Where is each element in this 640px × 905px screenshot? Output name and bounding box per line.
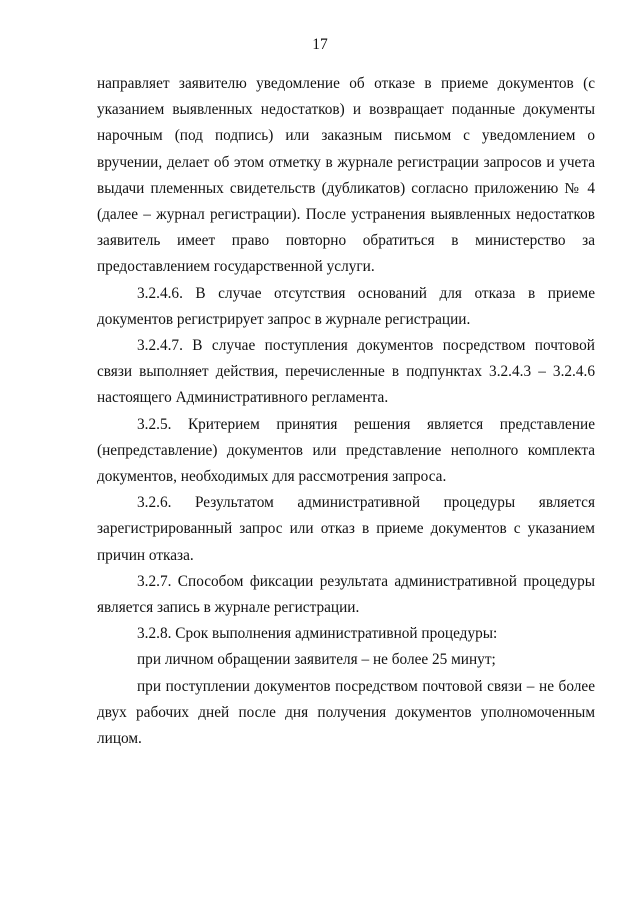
paragraph-continuation: направляет заявителю уведомление об отказе в приеме документов (с указанием выявленных недостатков) и возвращает поданные документы нарочным (под подпись) или заказным письмом с уведомлением о вручении, делает об этом отметку в журнале регистрации запросов и учета выдачи племенных свидетельств (дубликатов) согласно приложению № 4 (далее – журнал регистрации). После устранения выявленных недостатков заявитель имеет право повторно обратиться в министерство за предоставлением государственной услуги. bbox=[97, 75, 595, 276]
paragraph-3-2-4-7: 3.2.4.7. В случае поступления документов посредством почтовой связи выполняет действия, перечисленные в подпунктах 3.2.4.3 – 3.2.4.6 настоящего Административного регламента. bbox=[97, 337, 595, 407]
paragraph-postal-delivery: при поступлении документов посредством почтовой связи – не более двух рабочих дней после дня получения документов уполномоченным лицом. bbox=[97, 677, 595, 748]
paragraph-3-2-5: 3.2.5. Критерием принятия решения является представление (непредставление) документов или представление неполного комплекта документов, необходимых для рассмотрения запроса. bbox=[97, 415, 595, 486]
paragraph-personal-visit: при личном обращении заявителя – не более 25 минут; bbox=[137, 651, 496, 669]
document-body bbox=[97, 71, 595, 752]
paragraph-3-2-6: 3.2.6. Результатом административной процедуры является зарегистрированный запрос или отказ в приеме документов с указанием причин отказа. bbox=[97, 494, 595, 564]
paragraph-3-2-7: 3.2.7. Способом фиксации результата административной процедуры является запись в журнале регистрации. bbox=[97, 572, 595, 617]
paragraph-3-2-4-6: 3.2.4.6. В случае отсутствия оснований для отказа в приеме документов регистрирует запрос в журнале регистрации. bbox=[97, 284, 595, 328]
paragraph-3-2-8: 3.2.8. Срок выполнения административной процедуры: bbox=[137, 625, 498, 643]
page-number: 17 bbox=[312, 36, 328, 53]
